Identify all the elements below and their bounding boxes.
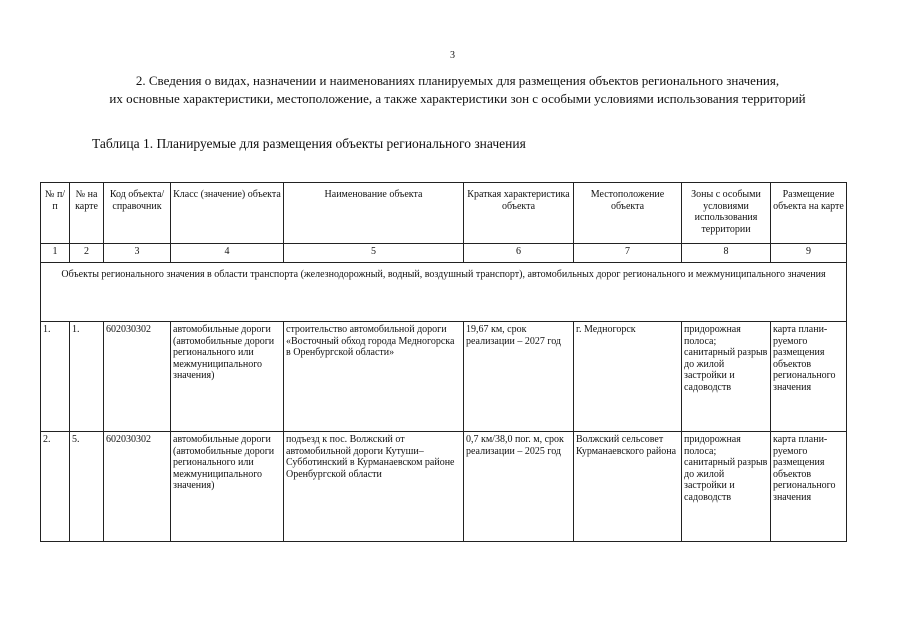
page-number: 3 [450,50,455,61]
objects-table [40,182,847,542]
column-number: 1 [41,244,70,263]
header-cell: Зоны с особыми условиями использования территории [682,183,771,244]
header-cell: Краткая характеристика объекта [464,183,574,244]
heading-line-2: их основные характеристики, местоположение, а также характеристики зон с особыми условиями использования территорий [109,91,806,106]
header-row [41,183,847,244]
row-characteristic: 0,7 км/38,0 пог. м, срок реализации – 2025 год [464,432,574,542]
table-row [41,322,847,432]
table-row [41,432,847,542]
row-location: г. Медногорск [574,322,682,432]
section-heading [40,72,875,108]
header-cell: № на карте [70,183,104,244]
column-number: 6 [464,244,574,263]
header-cell: Местоположение объекта [574,183,682,244]
row-name: строительство автомобильной дороги «Восточный обход города Медногорска в Оренбургской области» [284,322,464,432]
row-map-num: 1. [70,322,104,432]
header-cell: Класс (значение) объекта [171,183,284,244]
row-zones: придорожная полоса; санитарный разрыв до жилой застройки и садоводств [682,432,771,542]
section-title: Объекты регионального значения в области транспорта (железнодорожный, водный, воздушный транспорт), автомобильных дорог регионального и межмуниципального значения [41,263,847,322]
column-number: 8 [682,244,771,263]
column-number: 9 [771,244,847,263]
header-cell: Код объекта/ справочник [104,183,171,244]
row-code: 602030302 [104,432,171,542]
column-number: 4 [171,244,284,263]
column-number: 3 [104,244,171,263]
row-location: Волжский сельсовет Курманаевского района [574,432,682,542]
section-row [41,263,847,322]
row-num: 2. [41,432,70,542]
row-map-num: 5. [70,432,104,542]
header-cell: Наименование объекта [284,183,464,244]
header-cell: Размещение объекта на карте [771,183,847,244]
row-placement: карта плани-руемого размещения объектов регионального значения [771,322,847,432]
column-number: 5 [284,244,464,263]
header-cell: № п/п [41,183,70,244]
row-zones: придорожная полоса; санитарный разрыв до жилой застройки и садоводств [682,322,771,432]
row-characteristic: 19,67 км, срок реализации – 2027 год [464,322,574,432]
heading-line-1: 2. Сведения о видах, назначении и наименованиях планируемых для размещения объектов регионального значения, [135,73,780,88]
column-number: 7 [574,244,682,263]
row-num: 1. [41,322,70,432]
row-name: подъезд к пос. Волжский от автомобильной дороги Кутуши–Субботинский в Курманаевском районе Оренбургской области [284,432,464,542]
row-class: автомобильные дороги (автомобильные дороги регионального или межмуниципального значения) [171,322,284,432]
row-code: 602030302 [104,322,171,432]
table-title: Таблица 1. Планируемые для размещения объекты регионального значения [92,136,526,151]
column-number-row [41,244,847,263]
column-number: 2 [70,244,104,263]
row-class: автомобильные дороги (автомобильные дороги регионального или межмуниципального значения) [171,432,284,542]
row-placement: карта плани-руемого размещения объектов регионального значения [771,432,847,542]
